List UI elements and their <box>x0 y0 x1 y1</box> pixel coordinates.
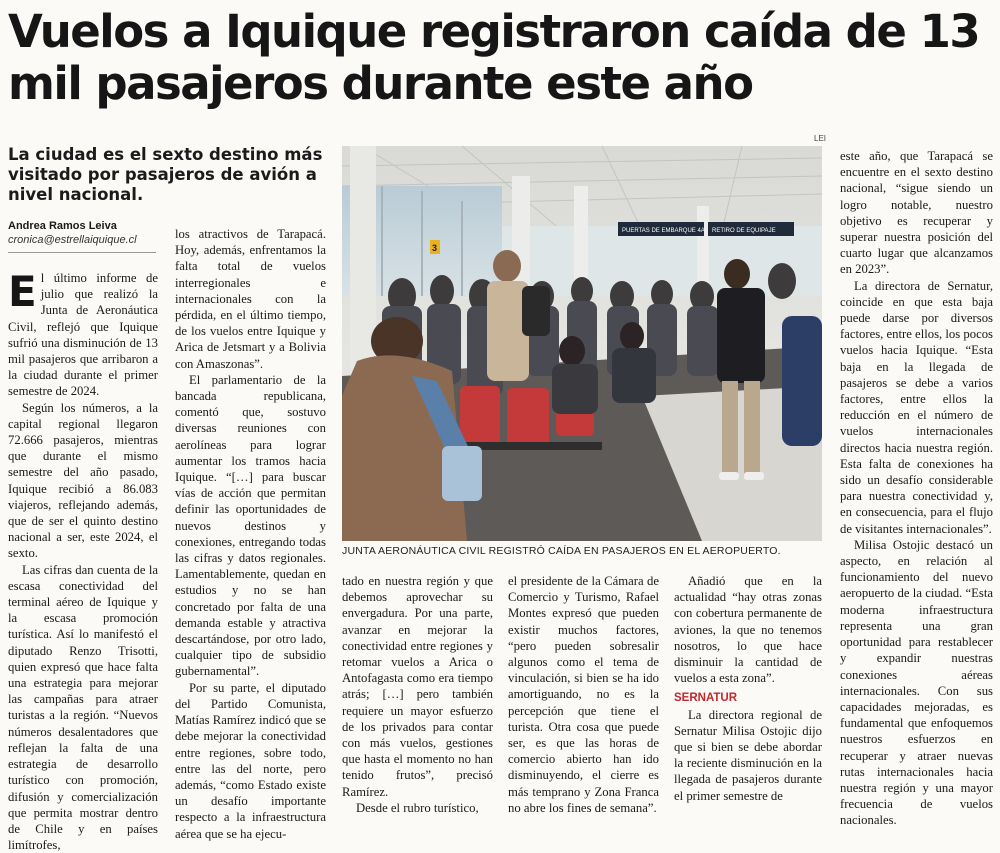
article-column-6 <box>840 148 993 828</box>
paragraph: este año, que Tarapacá se encuentre en el sexto destino nacional, “sigue siendo un logro notable, nuestro objetivo es recuperar y superar nuestra posición del cuarto lugar que alcanzamos en 2023”. <box>840 149 993 277</box>
photo-credit-tag: LEI <box>814 134 827 143</box>
airport-terminal-illustration <box>342 146 822 541</box>
paragraph: el presidente de la Cámara de Comercio y Turismo, Rafael Montes expresó que pueden existir muchos factores, “pero pueden sobresalir algunos como el tema de vinculación, si bien se ha ido amortiguando, no es la percepción que tiene el turista. Otra cosa que puede ser, es que las horas de comercio abierto han ido disminuyendo, el cierre es más temprano y Zona Franca no abre los fines de semana”. <box>508 574 659 815</box>
subheadline: La ciudad es el sexto destino más visitado por pasajeros de avión a nivel nacional. <box>8 145 323 204</box>
paragraph: Según los números, a la capital regional llegaron 72.666 pasajeros, mientras que durante el mismo semestre del año pasado, Iquique recibió a 86.083 viajeros, reflejando además, que de ser el quinto destino nacional a ser, este 2024, el sexto. <box>8 400 158 561</box>
drop-cap: E <box>8 267 37 316</box>
paragraph: tado en nuestra región y que debemos aprovechar su envergadura. Por una parte, avanzar en mejorar la conectividad entre regiones y retomar vuelos a Arica o Antofagasta como era tiempo atrás; […] pero también requiere un mayor esfuerzo de los privados para contar con más vuelos, gestiones que hasta el momento no han tenido frutos”, precisó Ramírez. <box>342 574 493 799</box>
paragraph: El último informe de julio que realizó la Junta de Aeronáutica Civil, reflejó que Iquique sufrió una disminución de 13 mil pasajeros que arribaron a la ciudad durante el primer semestre de 2024. <box>8 267 158 399</box>
paragraph: Añadió que en la actualidad “hay otras zonas con cobertura permanente de aviones, la que no tenemos nosotros, lo que hace disminuir la cantidad de vuelos a esta zona”. <box>674 574 822 686</box>
article-column-3 <box>342 573 493 815</box>
paragraph: Las cifras dan cuenta de la escasa conectividad del terminal aéreo de Iquique y la escasa promoción turística. Así lo manifestó el diputado Renzo Trisotti, quien expresó que hace falta una estrategia para mejorar las campañas para atraer turistas a la región. “Nuevos números desalentadores que reflejan la falta de una estrategia de desarrollo turístico con promoción, difusión y comercialización que permita mostrar dentro de Chile y en países limítrofes, <box>8 562 158 853</box>
paragraph: Desde el rubro turístico, <box>356 800 479 815</box>
paragraph: Por su parte, el diputado del Partido Comunista, Matías Ramírez indicó que se debe mejorar la conectividad entre regiones, sobre todo, entre las del norte, pero además, “como Estado existe un desafío importante respecto a la infraestructura aérea que se ha ejecu- <box>175 680 326 841</box>
baggage-claim-sign: RETIRO DE EQUIPAJE <box>712 228 776 234</box>
byline <box>8 219 137 247</box>
headline: Vuelos a Iquique registraron caída de 13 mil pasajeros durante este año <box>8 5 980 110</box>
paragraph: La directora regional de Sernatur Milisa Ostojic dijo que si bien se debe abordar la reciente disminución en la llegada de pasajeros durante el primer semestre de <box>674 707 822 803</box>
article-column-1 <box>8 267 158 853</box>
boarding-gates-sign: PUERTAS DE EMBARQUE 4A <box>622 228 705 234</box>
article-column-2 <box>175 226 326 841</box>
byline-divider <box>8 252 156 253</box>
paragraph: El parlamentario de la bancada republicana, comentó que, sostuvo diversas reuniones con aerolíneas para lograr aumentar los tramos hacia Iquique. “[…] para buscar vías de acción que permitan definir las oportunidades de nuevos destinos y conexiones, entregando todas las cifras y datos regionales. Lamentablemente, quedan en estudios y no se han concretado por falta de una demanda estable y atractiva descartándose, por otro lado, cualquier tipo de subsidio gubernamental”. <box>175 372 326 679</box>
article-column-4 <box>508 573 659 815</box>
section-subhead: SERNATUR <box>674 692 738 705</box>
author-name: Andrea Ramos Leiva <box>8 220 117 232</box>
airport-photo <box>342 146 822 541</box>
article-column-5 <box>674 573 822 810</box>
gate-number-sign: 3 <box>432 243 438 253</box>
photo-caption: JUNTA AERONÁUTICA CIVIL REGISTRÓ CAÍDA EN PASAJEROS EN EL AEROPUERTO. <box>342 545 781 557</box>
author-email[interactable]: cronica@estrellaiquique.cl <box>8 234 137 246</box>
paragraph: los atractivos de Tarapacá. Hoy, además, enfrentamos la falta total de vuelos interregionales e internacionales con la pérdida, en el último tiempo, de los vuelos entre Iquique y Arica de Jetsmart y a Bolivia con Amaszonas”. <box>175 227 326 371</box>
paragraph: Milisa Ostojic destacó un aspecto, en relación al funcionamiento del nuevo aeropuerto de la ciudad. “Esta moderna infraestructura representa una gran oportunidad para restablecer y expandir nuestras conexiones aéreas internacionales. Con sus capacidades mejoradas, es fundamental que enfoquemos nuestros esfuerzos en recuperar y atraer nuevas rutas internacionales hacia nuestra región y una mayor frecuencia de vuelos nacionales. <box>840 537 993 828</box>
paragraph: La directora de Sernatur, coincide en que esta baja puede darse por diversos factores, entre ellos, los pocos vuelos hacia Iquique. “Esta baja en la llegada de pasajeros se debe a varios factores, entre ellos la reducción en el número de vuelos internacionales directos hacia nuestra región. Esta falta de conexiones ha sido un desafío considerable para nuestra conectividad y, en consecuencia, para el flujo de visitantes internacionales”. <box>840 278 993 536</box>
